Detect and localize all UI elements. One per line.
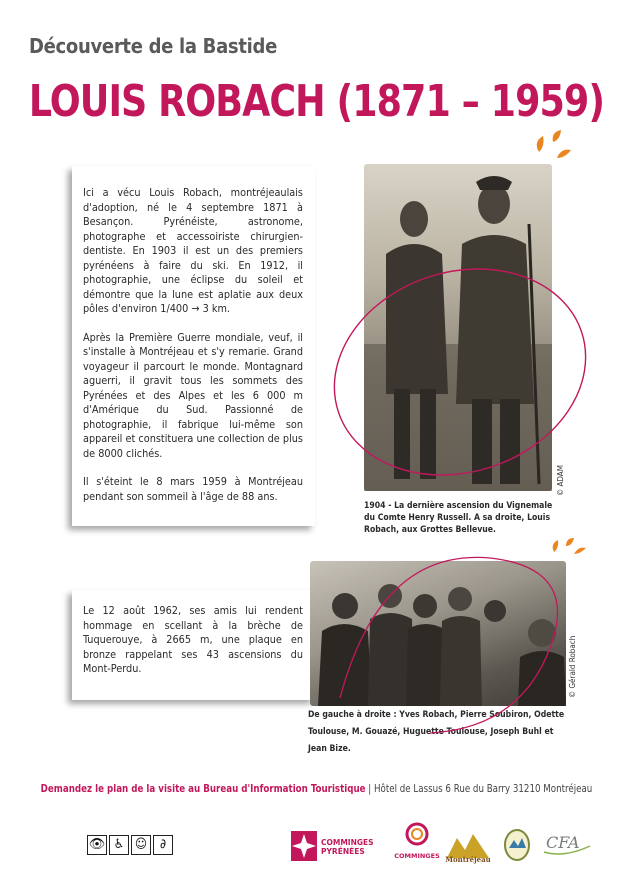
logo-cfa <box>540 828 594 858</box>
page-title: LOUIS ROBACH (1871 – 1959) <box>28 76 605 127</box>
biography-paragraph-1: Ici a vécu Louis Robach, montréjeaulais d'adoption, né le 4 septembre 1871 à Besançon. Pyrénéiste, astronome, photographe et accessoiriste chirurgien-dentiste. En 1903 il est un des premiers pyrénéens à faire du ski. En 1912, il photographie, une éclipse du soleil et démontre que la lune est aplatie aux deux pôles d'environ 1/400 → 3 km. <box>83 186 303 315</box>
tribute-paragraph: Le 12 août 1962, ses amis lui rendent hommage en scellant à la brèche de Tuquerouye, à 2665 m, une plaque en bronze rappelant ses 43 ascensions du Mont-Perdu. <box>83 604 303 675</box>
ville-name: Montréjeau <box>445 855 491 864</box>
ville-montrejeau-icon <box>443 828 493 864</box>
pink-arc-decoration-icon <box>330 548 590 738</box>
eye-icon: 👁 <box>87 835 107 855</box>
coeur-name: COMMINGES <box>394 852 440 860</box>
photo-credit-adam: © ADAM <box>556 465 565 496</box>
biography-paragraph-2: Après la Première Guerre mondiale, veuf, il s'installe à Montréjeau et s'y remarie. Grand voyageur il parcourt le monde. Montagnard aguerri, il gravit tous les sommets des Pyrénées et des Alpes et les 6 000 m d'Amérique du Sud. Passionné de photographie, il fabrique lui-même son appareil et constituera une collection de plus de 8000 clichés. <box>83 330 303 460</box>
page-subtitle: Découverte de la Bastide <box>29 34 277 58</box>
photo-caption-group: De gauche à droite : Yves Robach, Pierre Soubiron, Odette Toulouse, M. Gouazé, Huguette Toulouse, Joseph Buhl et Jean Bize. <box>308 710 565 754</box>
logo-ville-montrejeau <box>443 828 493 864</box>
head-icon: ☺ <box>131 835 151 855</box>
comminges-cross-icon <box>291 831 387 861</box>
biography-card <box>72 166 315 526</box>
footer-info-request: Demandez le plan de la visite au Bureau d'Information Touristique <box>40 783 366 795</box>
wheelchair-icon: ♿ <box>109 835 129 855</box>
logo-oval-badge <box>503 828 531 862</box>
photo-caption-vignemale: 1904 - La dernière ascension du Vignemale du Comte Henry Russell. A sa droite, Louis Robach, aux Grottes Bellevue. <box>364 501 553 535</box>
footer-info <box>25 783 607 795</box>
photo-credit-gerald-robach: © Gérald Robach <box>568 635 577 698</box>
comminges-sub: PYRÉNÉES <box>321 847 365 856</box>
coeur-comminges-icon <box>394 820 440 864</box>
accessibility-icons <box>87 835 173 855</box>
logo-coeur-coteaux-comminges <box>394 820 440 864</box>
cfa-icon <box>540 828 594 858</box>
oval-badge-icon <box>503 828 531 862</box>
tribute-card <box>72 590 315 700</box>
comminges-name: COMMINGES <box>321 838 374 847</box>
cfa-name: CFA <box>546 833 580 852</box>
footer-info-address: | Hôtel de Lassus 6 Rue du Barry 31210 Montréjeau <box>365 783 593 795</box>
biography-paragraph-3: Il s'éteint le 8 mars 1959 à Montréjeau pendant son sommeil à l'âge de 88 ans. <box>83 475 303 503</box>
pink-ellipse-decoration-icon <box>325 260 595 490</box>
ear-icon: ∂ <box>153 835 173 855</box>
logo-comminges-pyrenees <box>291 831 387 861</box>
